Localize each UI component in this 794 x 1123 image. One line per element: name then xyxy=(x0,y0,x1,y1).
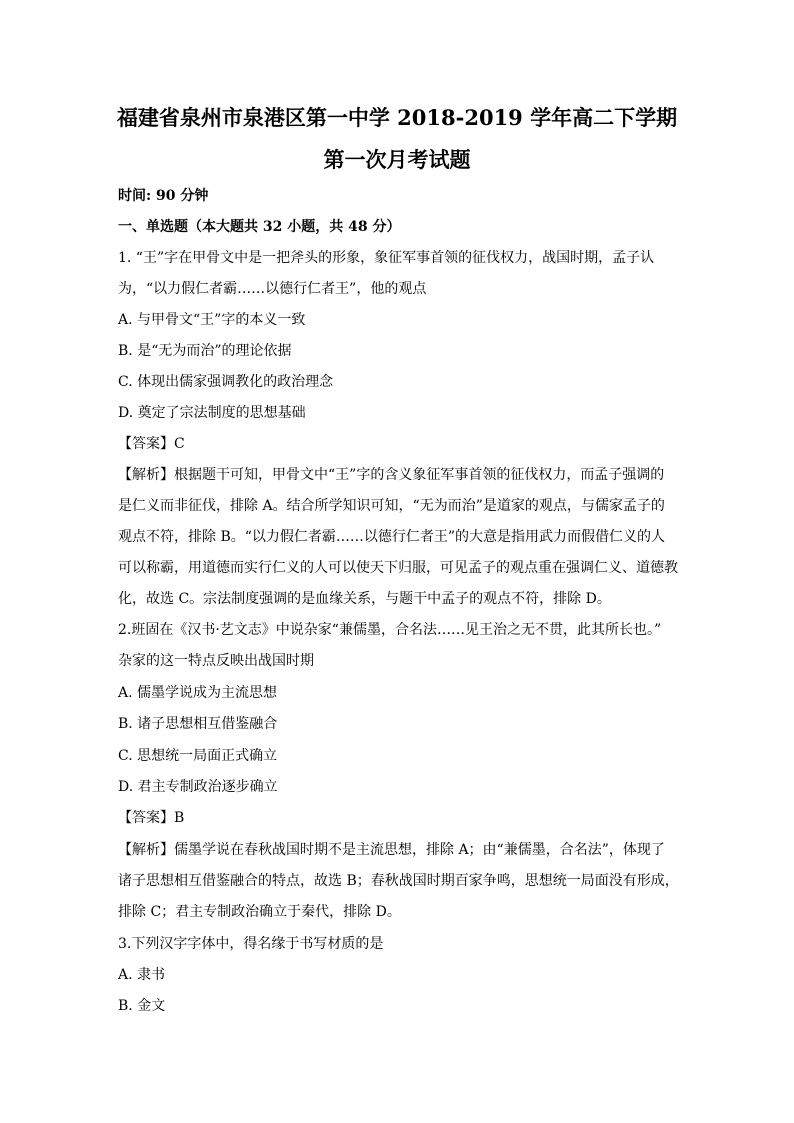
question-1-analysis-line-3: 观点不符，排除 B。“以力假仁者霸……以德行仁者王”的大意是指用武力而假借仁义的人 xyxy=(118,529,666,545)
question-2-analysis-line-2: 诸子思想相互借鉴融合的特点，故选 B；春秋战国时期百家争鸣，思想统一局面没有形成， xyxy=(118,873,679,889)
question-2-option-c: C. 思想统一局面正式确立 xyxy=(118,748,278,764)
section-heading: 一、单选题（本大题共 32 小题，共 48 分） xyxy=(118,219,401,235)
question-1-option-a: A. 与甲骨文“王”字的本义一致 xyxy=(118,312,306,328)
question-2-stem-line-1: 2.班固在《汉书·艺文志》中说杂家“兼儒墨，合名法……见王治之无不贯，此其所长也。” xyxy=(118,622,662,638)
question-1-answer: 【答案】C xyxy=(118,436,185,452)
question-2-stem-line-2: 杂家的这一特点反映出战国时期 xyxy=(118,653,314,669)
question-1-stem-line-2: 为，“以力假仁者霸……以德行仁者王”，他的观点 xyxy=(118,281,427,297)
question-1-analysis-line-5: 化，故选 C。宗法制度强调的是血缘关系，与题干中孟子的观点不符，排除 D。 xyxy=(118,591,611,607)
question-1-analysis-line-1: 【解析】根据题干可知，甲骨文中“王”字的含义象征军事首领的征伐权力，而孟子强调的 xyxy=(118,467,665,483)
question-1-stem-line-1: 1. “王”字在甲骨文中是一把斧头的形象，象征军事首领的征伐权力，战国时期，孟子认 xyxy=(118,250,655,266)
question-2-analysis-line-1: 【解析】儒墨学说在春秋战国时期不是主流思想，排除 A；由“兼儒墨，合名法”，体现了 xyxy=(118,842,665,858)
question-1-analysis-line-2: 是仁义而非征伐，排除 A。结合所学知识可知，“无为而治”是道家的观点，与儒家孟子的 xyxy=(118,498,665,514)
question-2-option-d: D. 君主专制政治逐步确立 xyxy=(118,779,278,795)
question-2-option-b: B. 诸子思想相互借鉴融合 xyxy=(118,716,278,732)
question-2-analysis-line-3: 排除 C；君主专制政治确立于秦代，排除 D。 xyxy=(118,904,401,920)
document-title-line-2: 第一次月考试题 xyxy=(323,147,471,172)
document-title-line-1: 福建省泉州市泉港区第一中学 2018-2019 学年高二下学期 xyxy=(116,105,678,130)
question-1-analysis-line-4: 可以称霸，用道德而实行仁义的人可以使天下归服，可见孟子的观点重在强调仁义、道德教 xyxy=(118,560,678,576)
question-2-option-a: A. 儒墨学说成为主流思想 xyxy=(118,685,278,701)
question-3-option-a: A. 隶书 xyxy=(118,967,166,983)
question-3-option-b: B. 金文 xyxy=(118,998,166,1014)
exam-time: 时间: 90 分钟 xyxy=(118,188,209,204)
question-2-answer: 【答案】B xyxy=(118,810,185,826)
question-3-stem-line-1: 3.下列汉字字体中，得名缘于书写材质的是 xyxy=(118,936,384,952)
question-1-option-c: C. 体现出儒家强调教化的政治理念 xyxy=(118,374,334,390)
question-1-option-b: B. 是“无为而治”的理论依据 xyxy=(118,343,292,359)
question-1-option-d: D. 奠定了宗法制度的思想基础 xyxy=(118,405,306,421)
